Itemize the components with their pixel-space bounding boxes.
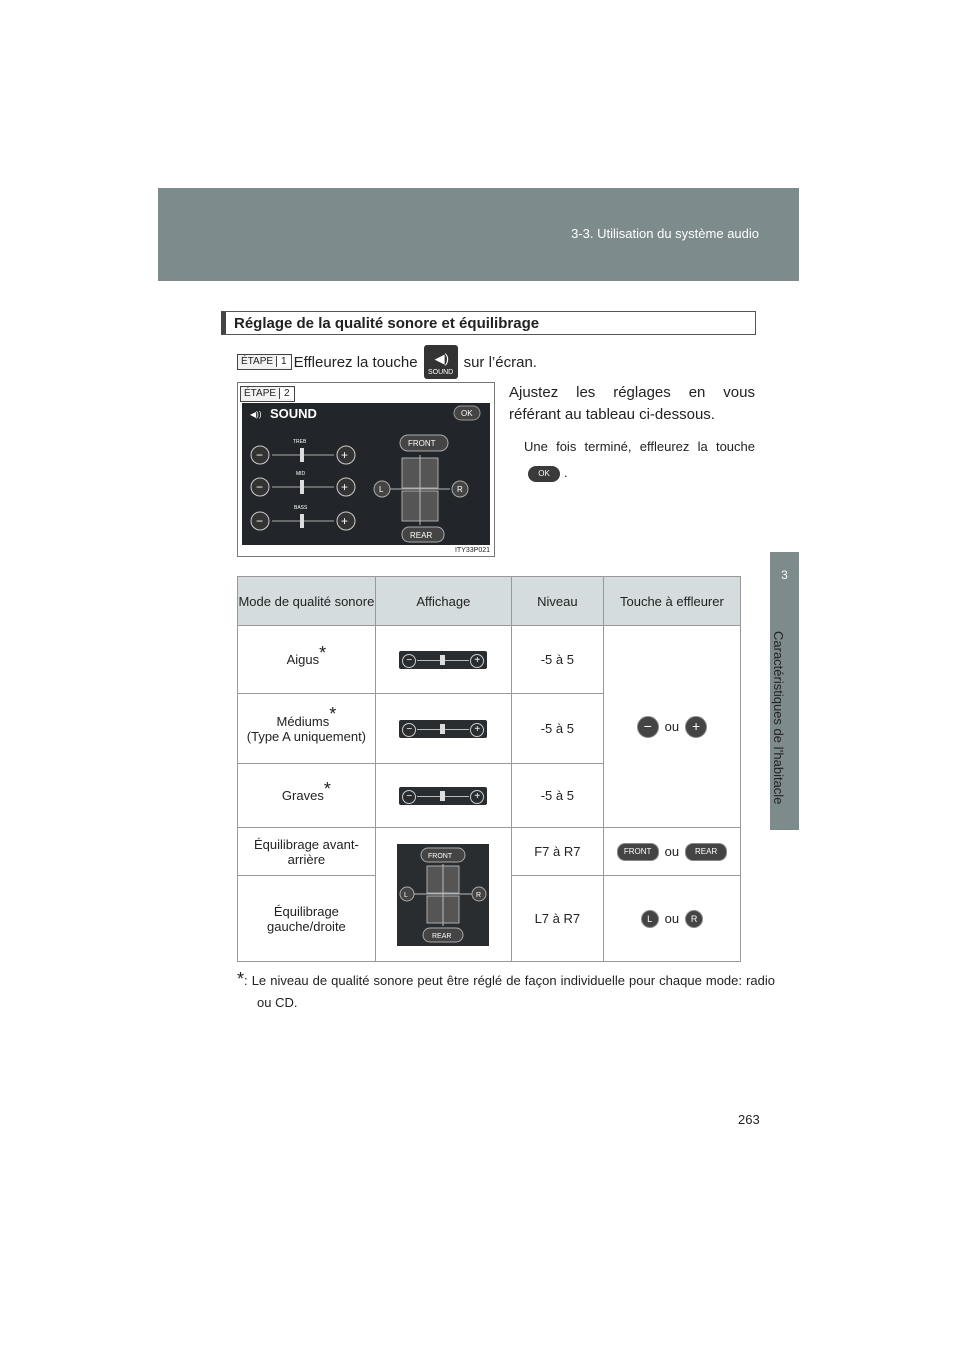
page-number: 263 <box>738 1112 760 1127</box>
display-cell <box>375 828 511 962</box>
display-cell <box>375 764 511 828</box>
screen-front-button: FRONT <box>408 439 436 448</box>
bass-slider-image: − + <box>399 787 487 805</box>
front-button-icon: FRONT <box>617 843 659 861</box>
slider-mid <box>251 471 355 496</box>
speaker-icon: ◀) <box>434 351 449 366</box>
display-cell <box>375 694 511 764</box>
chapter-label: Caractéristiques de l’habitacle <box>771 631 786 805</box>
svg-text:L: L <box>404 891 409 899</box>
rear-button-icon: REAR <box>685 843 727 861</box>
section-title: Réglage de la qualité sonore et équilibrage <box>221 311 756 335</box>
display-cell <box>375 626 511 694</box>
step-2-text: Ajustez les réglages en vous référant au tableau ci-dessous. <box>509 384 755 423</box>
plus-button-icon: + <box>685 716 707 738</box>
step-1 <box>237 345 537 379</box>
treble-slider-image: − + <box>399 651 487 669</box>
svg-text:+: + <box>341 514 349 528</box>
svg-text:REAR: REAR <box>432 932 452 940</box>
chapter-number: 3 <box>781 568 788 582</box>
speaker-icon: ◀)) <box>250 410 262 419</box>
right-button-icon: R <box>685 910 703 928</box>
sound-screen <box>242 403 490 545</box>
mode-cell: Médiums* (Type A uniquement) <box>238 694 376 764</box>
figure-code: ITY33P021 <box>454 547 490 554</box>
sound-screen-figure <box>237 382 495 557</box>
screen-rear-button: REAR <box>410 531 433 540</box>
mode-cell: Équilibrage avant-arrière <box>238 828 376 876</box>
balance-image <box>397 844 489 946</box>
touch-cell: − ou + <box>603 626 740 828</box>
level-cell: -5 à 5 <box>511 694 603 764</box>
svg-text:BASS: BASS <box>294 505 308 511</box>
sound-button-icon: ◀) SOUND <box>424 345 458 379</box>
left-button-icon: L <box>641 910 659 928</box>
screen-left-button: L <box>379 485 384 494</box>
screen-right-button: R <box>457 485 463 494</box>
svg-text:MID: MID <box>296 471 306 477</box>
mode-cell: Graves* <box>238 764 376 828</box>
table-row <box>238 626 741 694</box>
svg-text:+: + <box>341 480 349 494</box>
table-header: Niveau <box>511 577 603 626</box>
touch-cell: L ou R <box>603 876 740 962</box>
svg-text:−: − <box>256 480 264 494</box>
screen-title: SOUND <box>270 406 317 421</box>
section-header: 3-3. Utilisation du système audio <box>571 226 759 241</box>
step-badge: ÉTAPE 2 <box>240 386 295 402</box>
level-cell: -5 à 5 <box>511 626 603 694</box>
svg-text:TREB: TREB <box>293 439 307 445</box>
slider-bass <box>251 505 355 530</box>
sound-modes-table <box>237 576 741 962</box>
screen-ok-button: OK <box>461 409 473 418</box>
svg-text:−: − <box>256 514 264 528</box>
table-header: Mode de qualité sonore <box>238 577 376 626</box>
header-band <box>158 188 799 281</box>
ok-button-icon: OK <box>528 466 560 482</box>
level-cell: -5 à 5 <box>511 764 603 828</box>
mid-slider-image: − + <box>399 720 487 738</box>
level-cell: F7 à R7 <box>511 828 603 876</box>
level-cell: L7 à R7 <box>511 876 603 962</box>
svg-text:+: + <box>341 448 349 462</box>
mode-cell: Équilibrage gauche/droite <box>238 876 376 962</box>
svg-text:FRONT: FRONT <box>428 852 453 860</box>
touch-cell: FRONT ou REAR <box>603 828 740 876</box>
step-1-text-after: sur l’écran. <box>463 353 537 371</box>
step-1-text-before: Effleurez la touche <box>293 353 418 371</box>
sound-screen-illustration <box>242 403 490 545</box>
slider-treb <box>251 439 355 464</box>
svg-text:R: R <box>476 891 482 899</box>
table-row <box>238 828 741 876</box>
mode-cell: Aigus* <box>238 626 376 694</box>
footnote: *: Le niveau de qualité sonore peut être réglé de façon individuelle pour chaque mode: radio ou CD. <box>237 969 775 1010</box>
table-header: Touche à effleurer <box>603 577 740 626</box>
svg-text:−: − <box>256 448 264 462</box>
table-header: Affichage <box>375 577 511 626</box>
step-2-subtext: Une fois terminé, effleurez la touche OK . <box>524 439 755 480</box>
table-header-row <box>238 577 741 626</box>
step-badge: ÉTAPE 1 <box>237 354 292 370</box>
minus-button-icon: − <box>637 716 659 738</box>
